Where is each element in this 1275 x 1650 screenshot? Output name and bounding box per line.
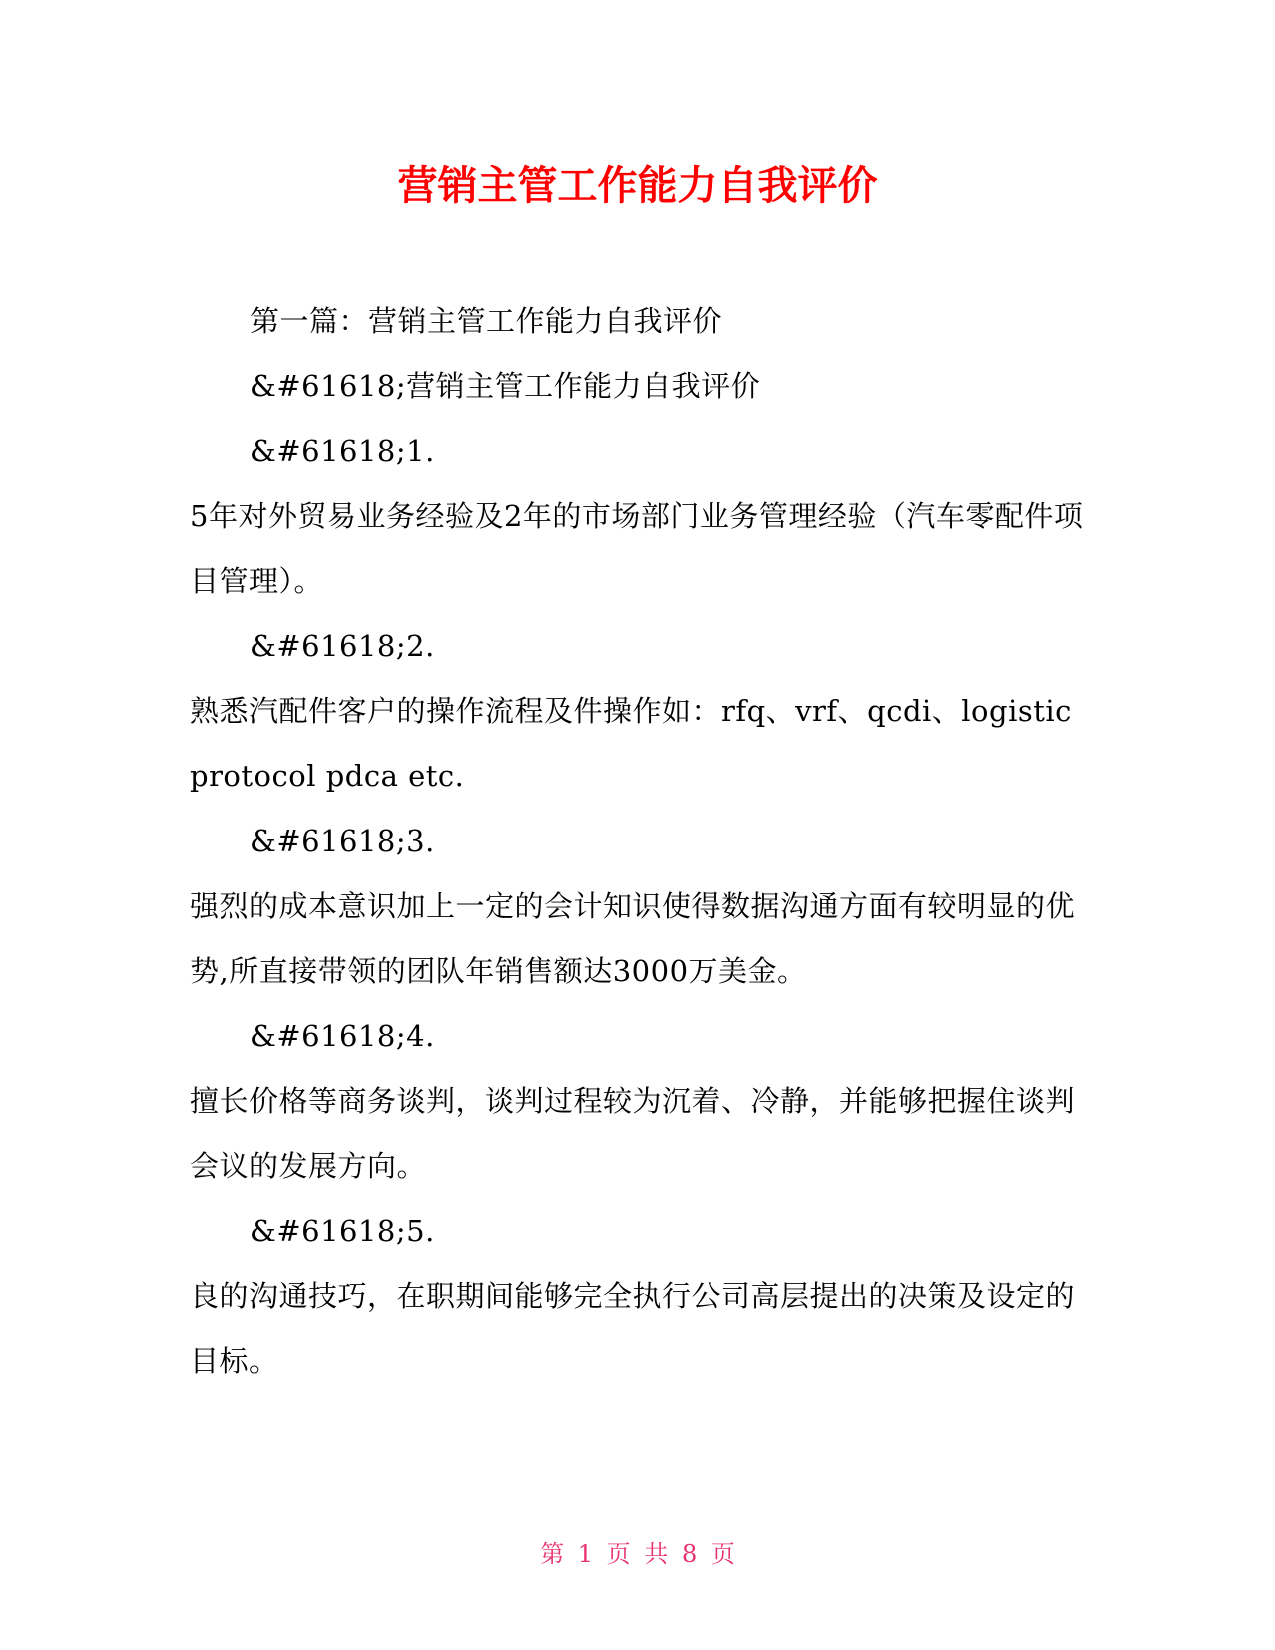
list-item-text: 熟悉汽配件客户的操作流程及件操作如：rfq、vrf、qcdi、logistic protocol pdca etc. <box>190 694 1072 793</box>
list-item-text: 擅长价格等商务谈判，谈判过程较为沉着、冷静，并能够把握住谈判会议的发展方向。 <box>190 1084 1076 1183</box>
list-item-text: 良的沟通技巧，在职期间能够完全执行公司高层提出的决策及设定的目标。 <box>190 1279 1076 1378</box>
list-item-text: 5年对外贸易业务经验及2年的市场部门业务管理经验（汽车零配件项目管理）。 <box>190 499 1084 598</box>
list-item-heading: &#61618;营销主管工作能力自我评价 <box>250 369 761 403</box>
document-body <box>190 289 1090 1394</box>
page-indicator: 第 1 页 共 8 页 <box>540 1540 735 1568</box>
list-item-number: &#61618;2. <box>250 629 435 663</box>
list-item-number: &#61618;5. <box>250 1214 435 1248</box>
list-item-number: &#61618;3. <box>250 824 435 858</box>
list-item-number: &#61618;1. <box>250 434 435 468</box>
list-item-text: 强烈的成本意识加上一定的会计知识使得数据沟通方面有较明显的优势,所直接带领的团队年销售额达3000万美金。 <box>190 889 1076 988</box>
list-item-number: &#61618;4. <box>250 1019 435 1053</box>
document-title: 营销主管工作能力自我评价 <box>397 163 878 209</box>
section-heading: 第一篇：营销主管工作能力自我评价 <box>250 304 723 338</box>
